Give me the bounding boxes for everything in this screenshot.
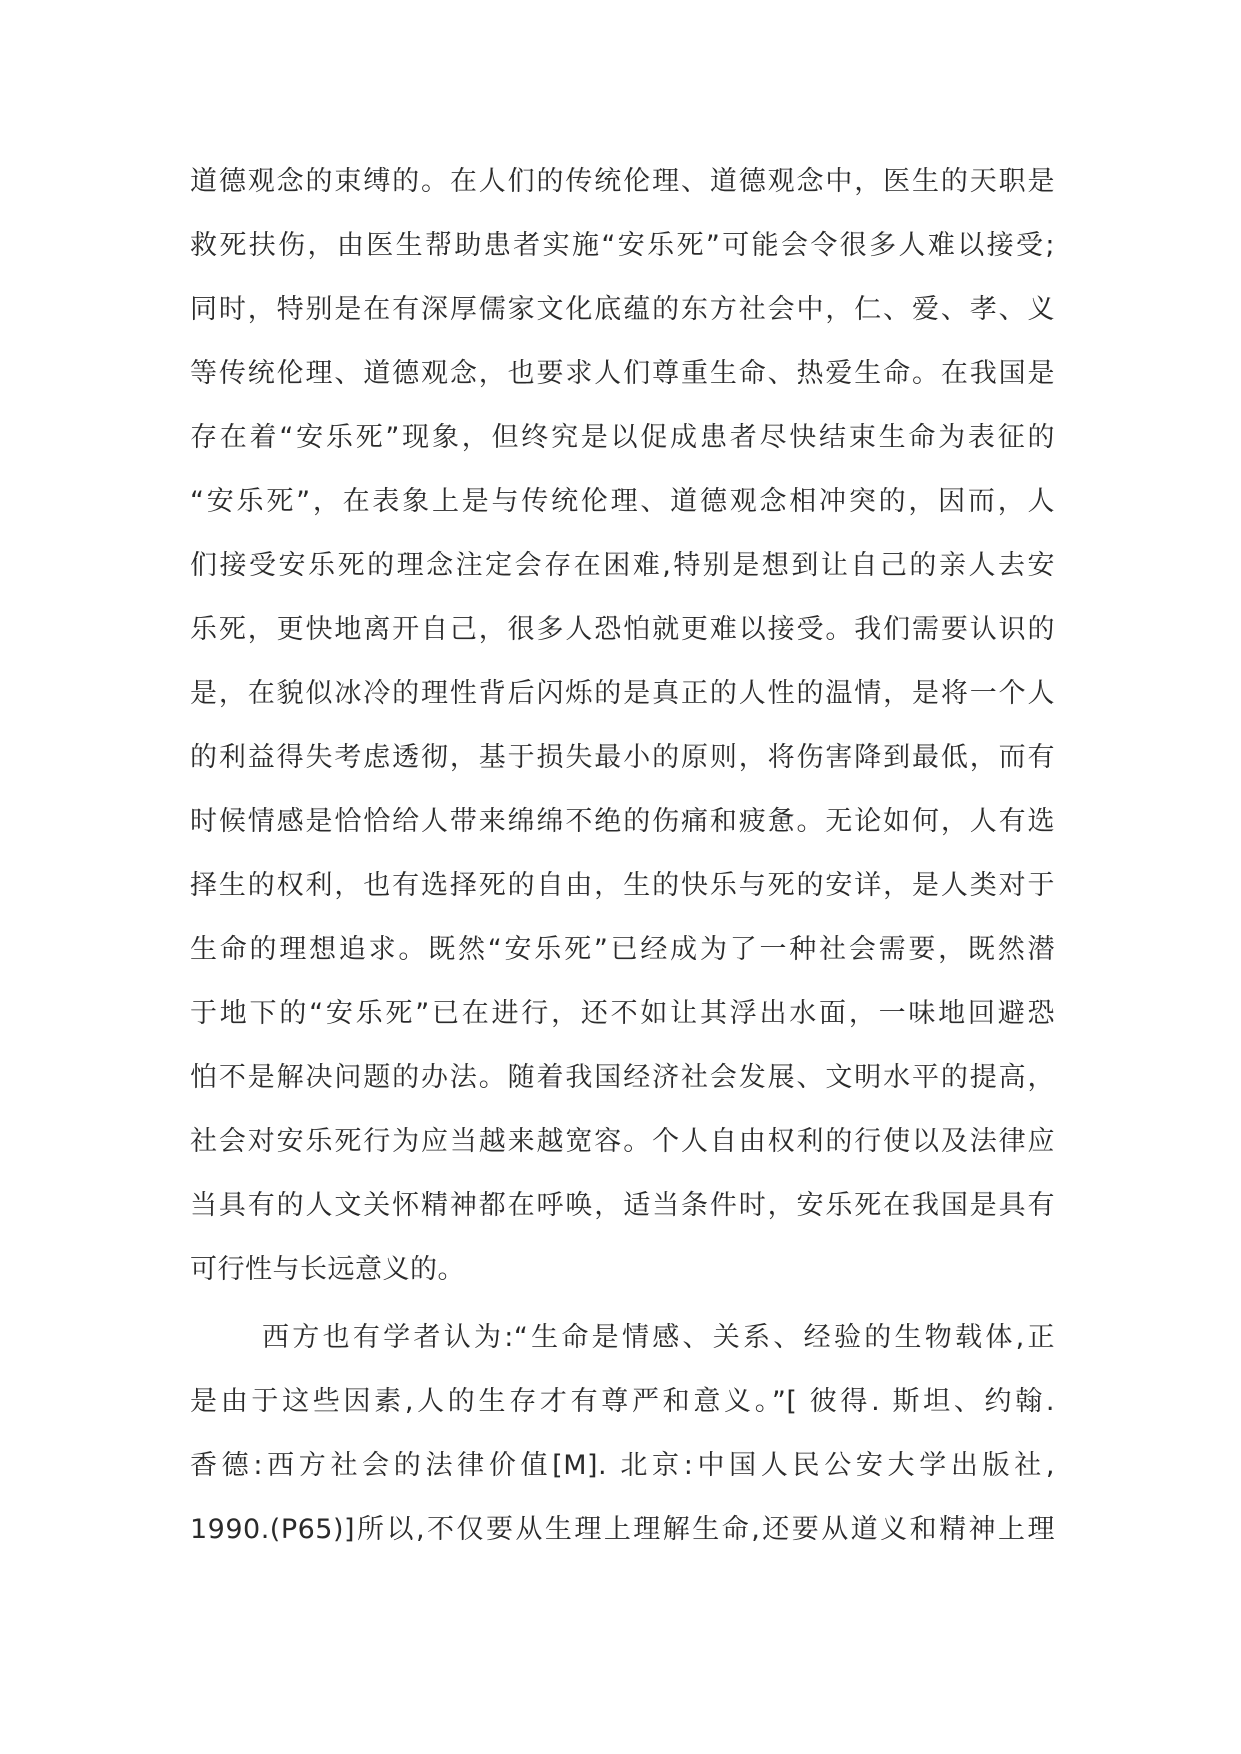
text-line: 同时，特别是在有深厚儒家文化底蕴的东方社会中，仁、爱、孝、义 [190, 294, 1055, 325]
text-line: 的利益得失考虑透彻，基于损失最小的原则，将伤害降到最低，而有 [190, 742, 1055, 773]
text-line: 生命的理想追求。既然“安乐死”已经成为了一种社会需要，既然潜 [190, 934, 1055, 965]
text-line: 救死扶伤，由医生帮助患者实施“安乐死”可能会令很多人难以接受; [190, 230, 1055, 261]
text-line: 们接受安乐死的理念注定会存在困难,特别是想到让自己的亲人去安 [190, 550, 1055, 581]
text-line: 道德观念的束缚的。在人们的传统伦理、道德观念中，医生的天职是 [190, 166, 1055, 197]
paragraph [190, 150, 1055, 1302]
text-line: 择生的权利，也有选择死的自由，生的快乐与死的安详，是人类对于 [190, 870, 1055, 901]
text-line: 西方也有学者认为:“生命是情感、关系、经验的生物载体,正 [262, 1322, 1055, 1353]
text-line: 1990.(P65)]所以,不仅要从生理上理解生命,还要从道义和精神上理 [190, 1514, 1055, 1545]
text-line: 怕不是解决问题的办法。随着我国经济社会发展、文明水平的提高， [190, 1062, 1055, 1093]
text-line: 当具有的人文关怀精神都在呼唤，适当条件时，安乐死在我国是具有 [190, 1190, 1055, 1221]
body-text [190, 150, 1055, 1562]
text-line: 是由于这些因素,人的生存才有尊严和意义。”[ 彼得. 斯坦、约翰. [190, 1386, 1055, 1417]
text-line: 是，在貌似冰冷的理性背后闪烁的是真正的人性的温情，是将一个人 [190, 678, 1055, 709]
text-line: 时候情感是恰恰给人带来绵绵不绝的伤痛和疲惫。无论如何，人有选 [190, 806, 1055, 837]
text-line: 可行性与长远意义的。 [190, 1254, 465, 1285]
text-line: 香德:西方社会的法律价值[M]. 北京:中国人民公安大学出版社, [190, 1450, 1055, 1481]
text-line: 等传统伦理、道德观念，也要求人们尊重生命、热爱生命。在我国是 [190, 358, 1055, 389]
text-line: 存在着“安乐死”现象，但终究是以促成患者尽快结束生命为表征的 [190, 422, 1055, 453]
text-line: 社会对安乐死行为应当越来越宽容。个人自由权利的行使以及法律应 [190, 1126, 1055, 1157]
text-line: “安乐死”，在表象上是与传统伦理、道德观念相冲突的，因而，人 [190, 486, 1055, 517]
text-line: 于地下的“安乐死”已在进行，还不如让其浮出水面，一味地回避恐 [190, 998, 1055, 1029]
paragraph [190, 1306, 1055, 1562]
text-line: 乐死，更快地离开自己，很多人恐怕就更难以接受。我们需要认识的 [190, 614, 1055, 645]
